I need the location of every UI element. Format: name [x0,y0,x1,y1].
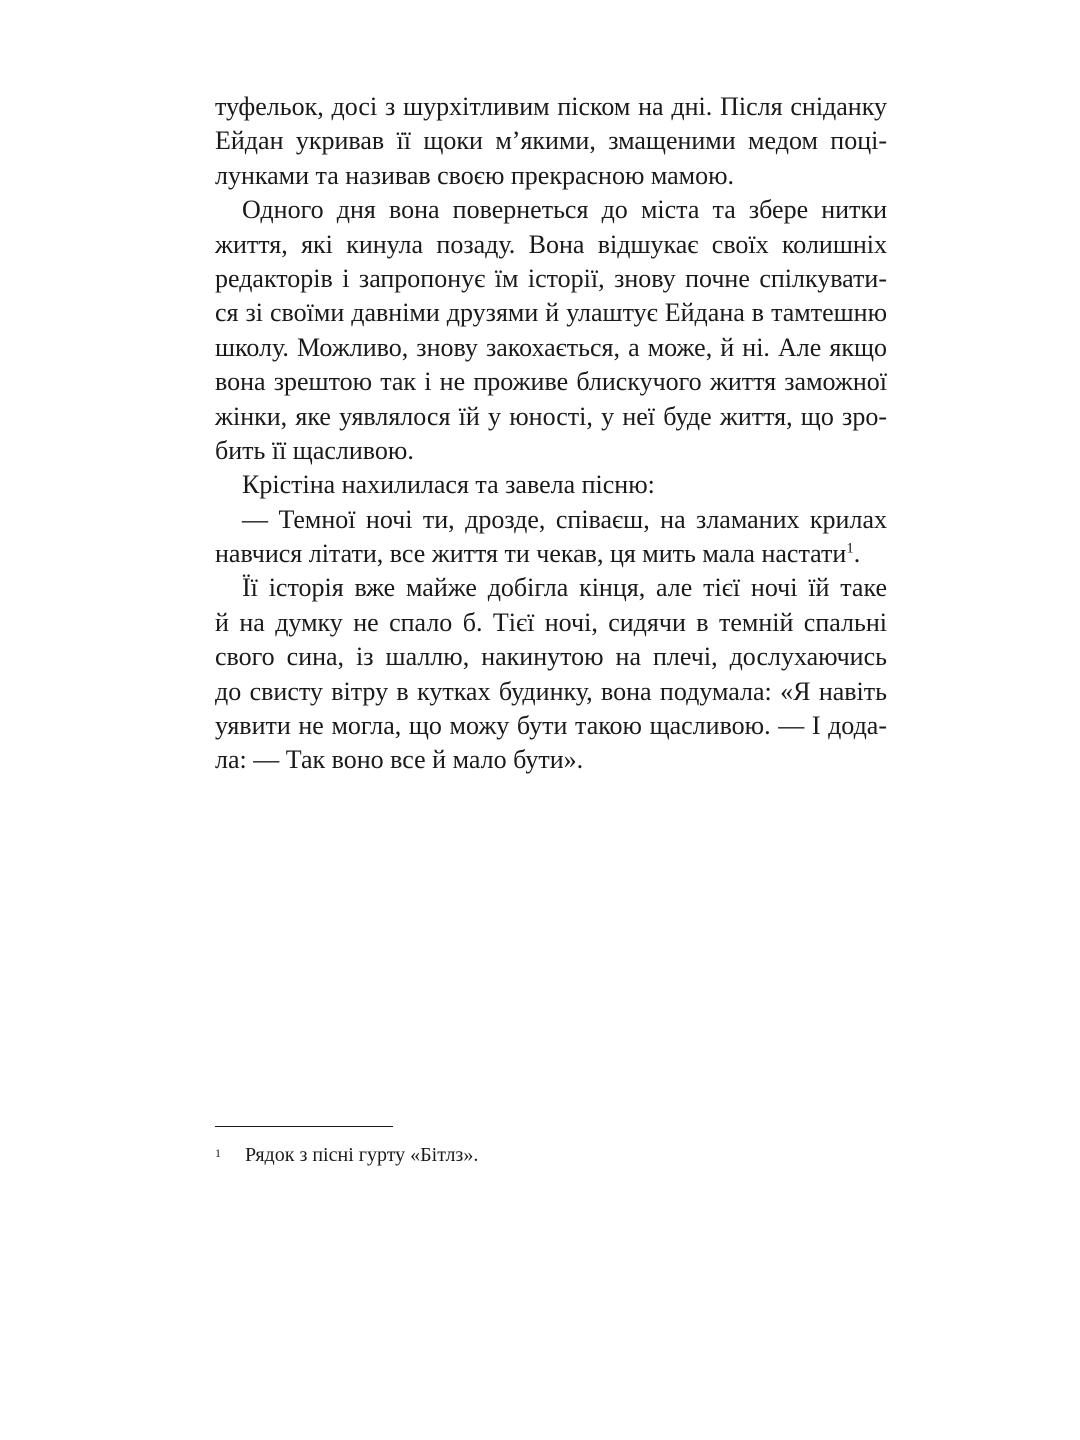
text-line: школу. Можливо, знову закохається, а може, й ні. Але якщо [215,332,887,362]
text-line: туфельок, досі з шурхітливим піском на дні. Після сніданку [215,92,887,121]
footnote-reference[interactable]: 1 [846,540,854,557]
text-line: лунками та називав своєю прекрасною мамою. [215,160,735,190]
text-line: свого сина, із шаллю, накинутою на плечі, дослухаючись [215,642,887,672]
footnote-number: 1 [215,1146,221,1160]
footnote-divider [215,1126,393,1127]
text-line: Ейдан укривав її щоки м’якими, змащеними медом поці- [215,126,887,156]
paragraph-first-line: Її історія вже майже добігла кінця, але тієї ночі їй таке [242,573,887,603]
text-line: бить її щасливою. [215,435,414,465]
text-line: життя, які кинула позаду. Вона відшукає своїх колишніх [215,229,887,259]
text-line-with-footnote [215,537,887,571]
text-line: ла: — Так воно все й мало бути». [215,745,584,775]
text-line: навчися літати, все життя ти чекав, ця мить мала настати [215,539,847,569]
text-line: вона зрештою так і не проживе блискучого життя заможної [215,367,887,397]
body-text [215,90,887,778]
paragraph-first-line: — Темної ночі ти, дрозде, співаєш, на зламаних крилах [242,504,887,534]
text-line-tail: . [853,539,861,569]
text-line: редакторів і запропонує їм історії, знову почне спілкувати- [215,263,887,293]
paragraph-first-line: Одного дня вона повернеться до міста та збере нитки [242,195,887,225]
text-line: уявити не могла, що можу бути такою щасливою. — І дода- [215,711,887,741]
paragraph-first-line: Крістіна нахилилася та завела пісню: [242,470,655,500]
text-line: й на думку не спало б. Тієї ночі, сидячи в темній спальні [215,607,887,637]
footnote-text: Рядок з пісні гурту «Бітлз». [245,1144,479,1166]
text-line: жінки, яке уявлялося їй у юності, у неї буде життя, що зро- [215,401,887,431]
text-line: до свисту вітру в кутках будинку, вона подумала: «Я навіть [215,676,887,706]
text-line: ся зі своїми давніми друзями й улаштує Ейдана в тамтешню [215,298,887,328]
